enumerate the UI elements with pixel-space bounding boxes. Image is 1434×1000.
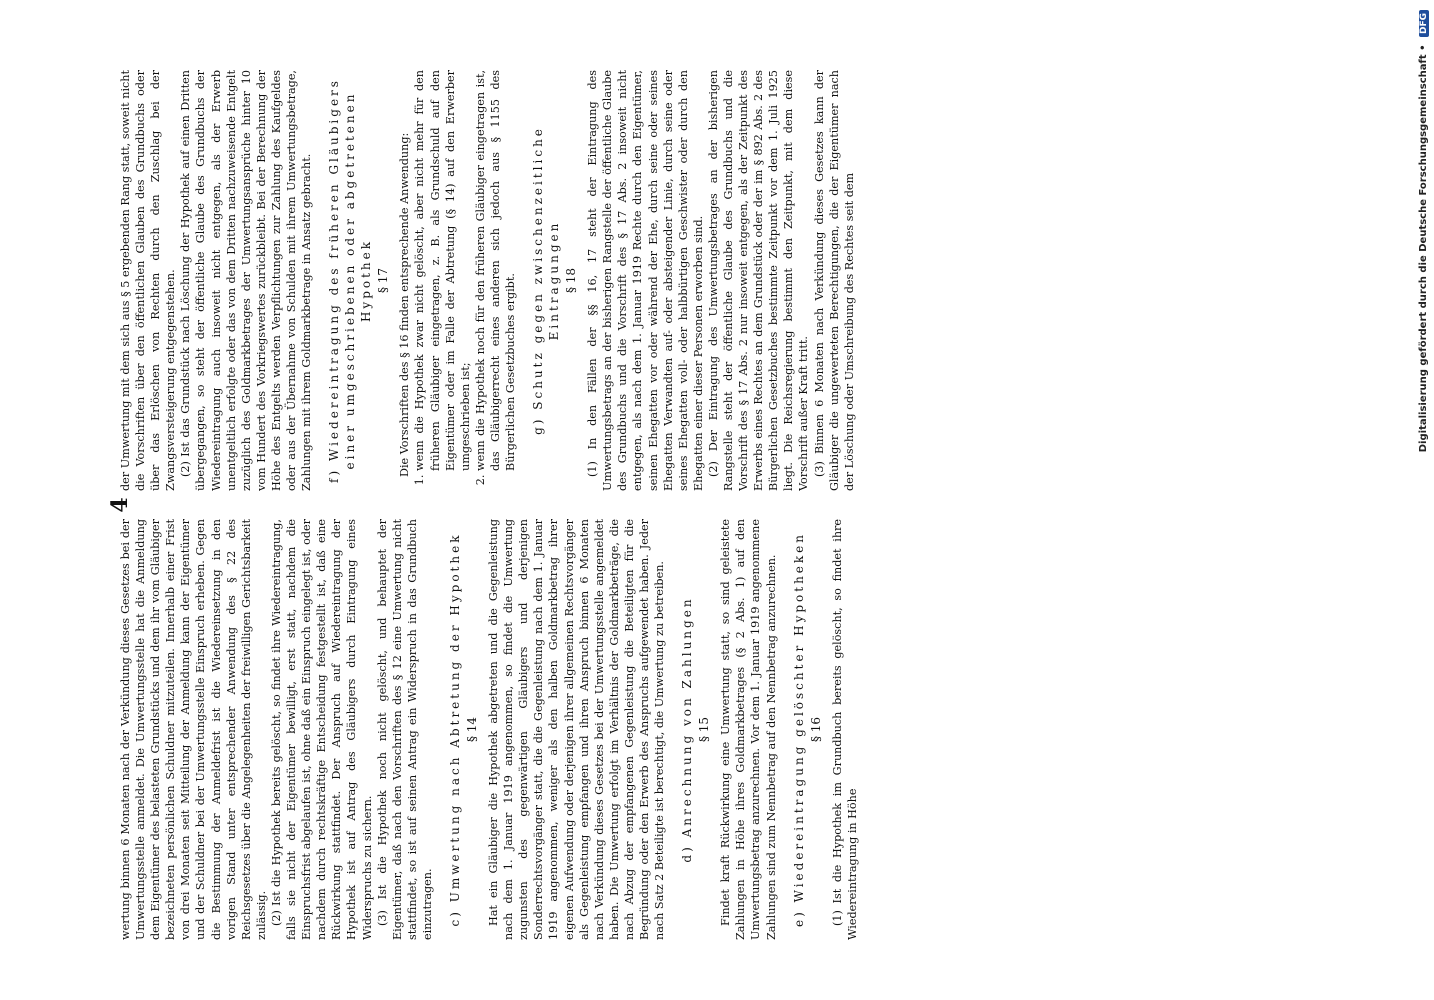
section-heading-c: c) Umwertung nach Abtretung der Hypothek <box>447 532 462 927</box>
credit-text: Digitalisierung gefördert durch die Deutsche Forschungsgemeinschaft • <box>1418 44 1429 453</box>
paragraph: Findet kraft Rückwirkung eine Umwertung statt, so sind geleistete Zahlungen in Höhe ihres Goldmarkbetrages (§ 2 Abs. 1) auf den Umwertungsbetrag anzurechnen. Vor dem 1. Januar 1919 angenommene Zahlungen sind zum Nennbetrag auf den Nennbetrag anzurechnen. <box>719 519 778 940</box>
paragraph: (2) Der Eintragung des Umwertungsbetrages an der bisherigen Rangstelle steht der öffentliche Glaube des Grundbuchs und die Vorschrift des § 17 Abs. 2 nur insoweit entgegen, als der Zeitpunkt des Erwerbs eines Rechtes an dem Grundstück oder der im § 892 Abs. 2 des Bürgerlichen Gesetzbuches bestimmte Zeitpunkt vor dem 1. Juli 1925 liegt. Die Reichsregierung bestimmt den Zeitpunkt, mit dem diese Vorschrift außer Kraft tritt. <box>706 70 811 491</box>
section-number-17: § 17 <box>376 267 391 294</box>
paragraph: (3) Binnen 6 Monaten nach Verkündung dieses Gesetzes kann der Gläubiger die ungewerteten Berechtigungen, die der Eigentümer nach der Löschung oder Umschreibung des Rechtes seit dem <box>812 70 856 491</box>
page-number: 4 <box>107 497 133 513</box>
paragraph: (1) Ist die Hypothek im Grundbuch bereits gelöscht, so findet ihre Wiedereintragung in Höhe <box>830 519 859 940</box>
dfg-logo: DFG <box>1419 10 1429 37</box>
paragraph: (2) Ist die Hypothek bereits gelöscht, so findet ihre Wiedereintragung, falls sie nicht der Eigentümer bewilligt, erst statt, nachdem die Einspruchsfrist abgelaufen ist, ohne daß ein Einspruch eingelegt ist, oder nachdem durch rechtskräftige Entscheidung festgestellt ist, daß eine Rückwirkung stattfindet. Der Anspruch auf Wiedereintragung der Hypothek ist auf Antrag des Gläubigers durch Eintragung eines Widerspruchs zu sichern. <box>269 519 374 940</box>
paragraph: (2) Ist das Grundstück nach Löschung der Hypothek auf einen Dritten übergegangen, so steht der öffentliche Glaube des Grundbuchs der Wiedereintragung auch insoweit nicht entgegen, als der Erwerb unentgeltlich erfolgte oder das von dem Dritten nachzuweisende Entgelt zuzüglich des Goldmarkbetrages der Umwertungsansprüche hinter 10 vom Hundert des Vorkriegswertes zurückbleibt. Bei der Berechnung der Höhe des Entgelts werden Verpflichtungen zur Zahlung des Kaufgeldes oder aus der Übernahme von Schulden mit ihrem Umwertungsbetrage, Zahlungen mit ihrem Goldmarkbetrage in Ansatz gebracht. <box>179 70 314 491</box>
list-item: 2. wenn die Hypothek noch für den früheren Gläubiger eingetragen ist, das Gläubigerrecht eines anderen sich jedoch aus § 1155 des Bürgerlichen Gesetzbuches ergibt. <box>473 70 518 471</box>
paragraph: der Umwertung mit dem sich aus § 5 ergebenden Rang statt, soweit nicht die Vorschriften über den öffentlichen Glauben des Grundbuchs oder über das Erlöschen von Rechten durch den Zuschlag bei der Zwangsversteigerung entgegenstehen. <box>119 70 178 491</box>
document-page <box>100 70 1300 940</box>
section-number-16: § 16 <box>808 716 823 743</box>
paragraph: (1) In den Fällen der §§ 16, 17 steht der Eintragung des Umwertungsbetrags an der bisherigen Rangstelle der öffentliche Glaube des Grundbuchs und die Vorschrift des § 17 Abs. 2 insoweit nicht entgegen, als nach dem 1. Januar 1919 Rechte durch den Eigentümer, seinen Ehegatten vor oder während der Ehe, durch seine oder seines Ehegatten Verwandten auf- oder absteigender Linie, durch seine oder seines Ehegatten voll- oder halbbürtigen Geschwister oder durch den Ehegatten einer dieser Personen erworben sind. <box>586 70 705 491</box>
paragraph: (3) Ist die Hypothek noch nicht gelöscht, und behauptet der Eigentümer, daß nach den Vorschriften des § 12 eine Umwertung nicht stattfindet, so ist auf seinen Antrag ein Widerspruch in das Grundbuch einzutragen. <box>375 519 434 940</box>
column-right <box>118 70 1298 491</box>
paragraph: Die Vorschriften des § 16 finden entsprechende Anwendung: <box>398 132 412 477</box>
list-item: 1. wenn die Hypothek zwar nicht gelöscht, aber nicht mehr für den früheren Gläubiger eingetragen, z. B. als Grundschuld auf den Eigentümer oder im Falle der Abtretung (§ 14) auf den Erwerber umgeschrieben ist; <box>412 70 472 471</box>
column-left <box>118 519 1298 940</box>
paragraph: Hat ein Gläubiger die Hypothek abgetreten und die Gegenleistung nach dem 1. Januar 1919 angenommen, so findet die Umwertung zugunsten des gegenwärtigen Gläubigers und derjenigen Sonderrechtsvorgänger statt, die die Gegenleistung nach dem 1. Januar 1919 angenommen, weniger als den halben Goldmarkbetrag ihrer eigenen Aufwendung oder derjenigen ihrer allgemeinen Rechtsvorgänger als Gegenleistung empfangen und ihren Anspruch binnen 6 Monaten nach Verkündung dieses Gesetzes bei der Umwertungsstelle angemeldet haben. Die Umwertung erfolgt im Verhältnis der Goldmarkbeträge, die nach Abzug der empfangenen Gegenleistung die Beteiligten für die Begründung oder den Erwerb des Anspruchs aufgewendet haben. Jeder nach Satz 2 Beteiligte ist berechtigt, die Umwertung zu betreiben. <box>487 519 667 940</box>
section-number-18: § 18 <box>564 267 579 294</box>
section-heading-e: e) Wiedereintragung gelöschter Hypotheken <box>791 531 806 928</box>
section-number-15: § 15 <box>697 716 712 743</box>
enumerated-list <box>412 70 518 491</box>
section-heading-d: d) Anrechnung von Zahlungen <box>680 596 695 863</box>
digitization-credit <box>1418 10 1432 990</box>
section-heading-g: g) Schutz gegen zwischenzeitliche Eintragungen <box>531 126 562 435</box>
section-heading-f: f) Wiedereintragung des früheren Gläubigers einer umgeschriebenen oder abgetretenen Hypothek <box>327 78 374 483</box>
paragraph: wertung binnen 6 Monaten nach der Verkündung dieses Gesetzes bei der Umwertungsstelle anmeldet. Die Umwertungsstelle hat die Anmeldung dem Eigentümer des belasteten Grundstücks und dem ihr vom Gläubiger bezeichneten persönlichen Schuldner mitzuteilen. Innerhalb einer Frist von drei Monaten seit Mitteilung der Anmeldung kann der Eigentümer und der Schuldner bei der Umwertungsstelle Einspruch erheben. Gegen die Bestimmung der Anmeldefrist ist die Wiedereinsetzung in den vorigen Stand unter entsprechender Anwendung des § 22 des Reichsgesetzes über die Angelegenheiten der freiwilligen Gerichtsbarkeit zulässig. <box>119 519 268 940</box>
text-columns <box>118 70 1298 940</box>
section-number-14: § 14 <box>464 716 479 743</box>
